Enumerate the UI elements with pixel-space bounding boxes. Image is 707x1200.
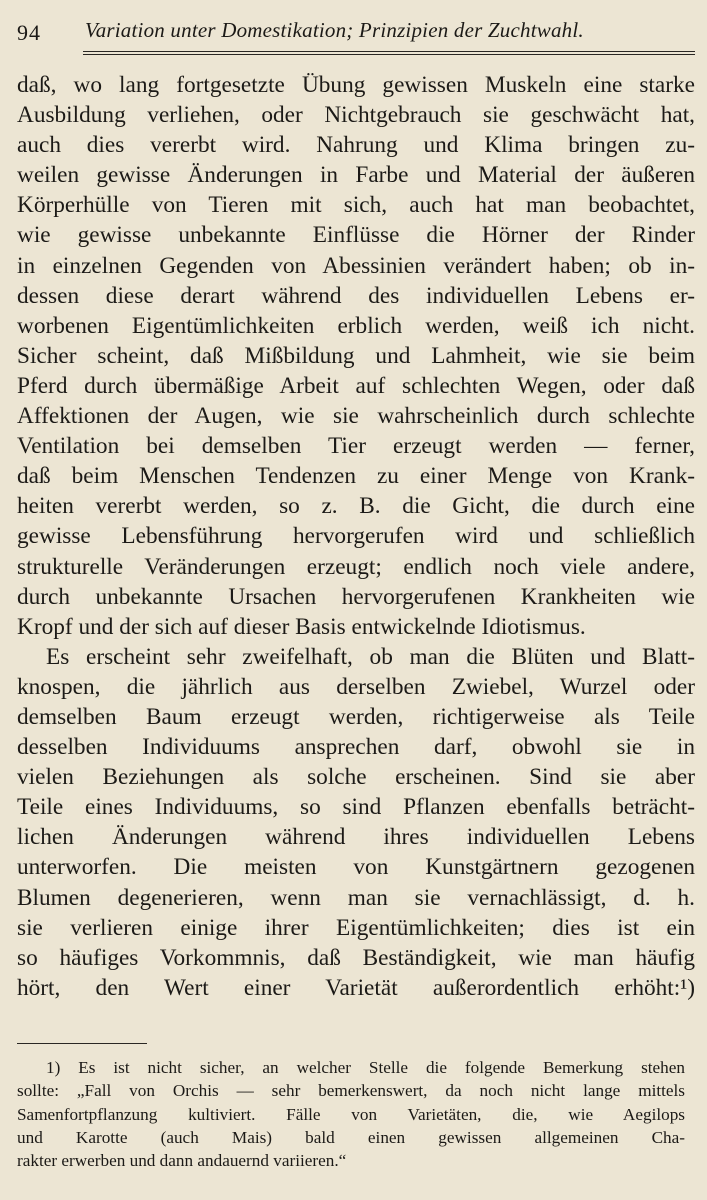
body-line: auch dies vererbt wird. Nahrung und Klima bringen zu- xyxy=(17,132,695,159)
body-line: Kropf und der sich auf dieser Basis entwickelnde Idiotismus. xyxy=(17,613,586,640)
header-double-rule xyxy=(83,51,695,55)
body-line: Affektionen der Augen, wie sie wahrscheinlich durch schlechte xyxy=(17,403,695,430)
body-line: knospen, die jährlich aus derselben Zwiebel, Wurzel oder xyxy=(17,673,695,700)
footnote-line: 1) Es ist nicht sicher, an welcher Stelle die folgende Bemerkung stehen xyxy=(46,1058,685,1077)
footnote-line: sollte: „Fall von Orchis — sehr bemerkenswert, da noch nicht lange mittels xyxy=(17,1081,685,1101)
body-line: strukturelle Veränderungen erzeugt; endlich noch viele andere, xyxy=(17,553,695,580)
body-line: gewisse Lebensführung hervorgerufen wird und schließlich xyxy=(17,523,695,550)
body-line: sie verlieren einige ihrer Eigentümlichkeiten; dies ist ein xyxy=(17,914,695,941)
body-line: wie gewisse unbekannte Einflüsse die Hörner der Rinder xyxy=(17,222,695,249)
body-line: Pferd durch übermäßige Arbeit auf schlechten Wegen, oder daß xyxy=(17,372,695,399)
body-line: hört, den Wert einer Varietät außerordentlich erhöht:¹) xyxy=(17,974,695,1001)
body-line: dessen diese derart während des individuellen Lebens er- xyxy=(17,282,695,309)
page-number: 94 xyxy=(17,20,41,45)
footnote xyxy=(17,1056,685,1172)
body-line: lichen Änderungen während ihres individuellen Lebens xyxy=(17,824,695,851)
body-line: so häufiges Vorkommnis, daß Beständigkeit, wie man häufig xyxy=(17,944,695,971)
body-text xyxy=(17,70,695,1003)
footnote-line: Samenfortpflanzung kultiviert. Fälle von Varietäten, die, wie Aegilops xyxy=(17,1104,685,1124)
footnote-line: und Karotte (auch Mais) bald einen gewissen allgemeinen Cha- xyxy=(17,1127,685,1147)
body-line: Körperhülle von Tieren mit sich, auch hat man beobachtet, xyxy=(17,192,695,219)
running-title: Variation unter Domestikation; Prinzipien der Zuchtwahl. xyxy=(85,18,584,42)
footnote-line: rakter erwerben und dann andauernd variieren.“ xyxy=(17,1151,347,1171)
body-line: daß, wo lang fortgesetzte Übung gewissen Muskeln eine starke xyxy=(17,72,695,98)
body-line: durch unbekannte Ursachen hervorgerufenen Krankheiten wie xyxy=(17,583,695,610)
body-line: Teile eines Individuums, so sind Pflanzen ebenfalls beträcht- xyxy=(17,794,695,821)
footnote-rule xyxy=(17,1043,147,1044)
body-line: demselben Baum erzeugt werden, richtigerweise als Teile xyxy=(17,703,695,730)
body-line: Ventilation bei demselben Tier erzeugt werden — ferner, xyxy=(17,433,695,460)
body-line: daß beim Menschen Tendenzen zu einer Menge von Krank- xyxy=(17,463,695,490)
body-line: Ausbildung verliehen, oder Nichtgebrauch sie geschwächt hat, xyxy=(17,102,695,129)
body-line: desselben Individuums ansprechen darf, obwohl sie in xyxy=(17,734,695,761)
body-line: vielen Beziehungen als solche erscheinen. Sind sie aber xyxy=(17,764,695,791)
body-line: in einzelnen Gegenden von Abessinien verändert haben; ob in- xyxy=(17,252,695,279)
body-line: Sicher scheint, daß Mißbildung und Lahmheit, wie sie beim xyxy=(17,342,695,369)
body-line: worbenen Eigentümlichkeiten erblich werden, weiß ich nicht. xyxy=(17,312,695,339)
body-line: Blumen degenerieren, wenn man sie vernachlässigt, d. h. xyxy=(17,884,695,911)
body-line: unterworfen. Die meisten von Kunstgärtnern gezogenen xyxy=(17,854,695,881)
paragraph-start-line: Es erscheint sehr zweifelhaft, ob man die Blüten und Blatt- xyxy=(46,643,695,670)
body-line: weilen gewisse Änderungen in Farbe und Material der äußeren xyxy=(17,162,695,189)
body-line: heiten vererbt werden, so z. B. die Gicht, die durch eine xyxy=(17,493,695,520)
running-head xyxy=(17,0,695,48)
